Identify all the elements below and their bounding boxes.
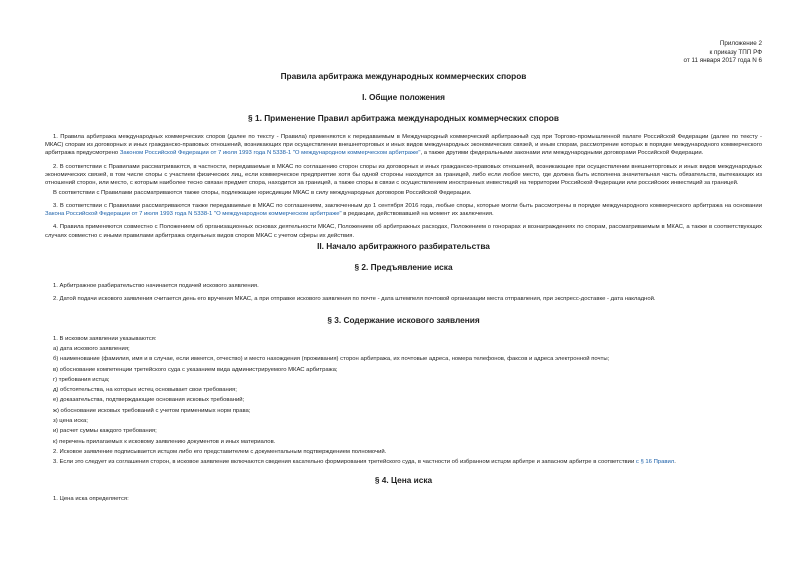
s3-item: з) цена иска;	[53, 418, 88, 425]
s3-p3-tail: .	[674, 459, 676, 466]
s1-p3-tail: в редакции, действовавшей на момент их заключения.	[341, 211, 494, 218]
s3-paragraph-3	[45, 458, 762, 466]
s2-paragraph-1: 1. Арбитражное разбирательство начинается подачей искового заявления.	[53, 283, 259, 290]
document-title: Правила арбитража международных коммерческих споров	[280, 70, 527, 81]
s2-paragraph-2: 2. Датой подачи искового заявления считается день его вручения МКАС, а при отправке искового заявления по почте - дата штемпеля почтовой организации места отправления, при экспресс-доставке - дата накладной.	[53, 296, 656, 303]
law-link-2[interactable]: Закона Российской Федерации от 7 июля 1993 года N 5338-1 "О международном коммерческом арбитраже"	[45, 211, 342, 218]
appendix-line-1: Приложение 2	[719, 40, 762, 47]
s3-item: д) обстоятельства, на которых истец основывает свои требования;	[53, 387, 237, 394]
section-4-heading: § 4. Цена иска	[374, 474, 433, 485]
s3-paragraph-2: 2. Исковое заявление подписывается истцом либо его представителем с документальным подтверждением полномочий.	[53, 448, 387, 455]
s3-intro: 1. В исковом заявлении указываются:	[53, 335, 157, 342]
s3-item: е) доказательства, подтверждающие основания исковых требований;	[53, 397, 245, 404]
s1-p3-text: 3. В соответствии с Правилами рассматриваются также передаваемые в МКАС по соглашениям, заключенным до 1 сентября 2016 года, любые споры, которые могли быть рассмотрены в порядке международного коммерческого арбитража на основании	[53, 202, 762, 209]
section-2-heading: § 2. Предъявление иска	[354, 262, 453, 273]
section-1-heading: § 1. Применение Правил арбитража международных коммерческих споров	[248, 112, 559, 123]
part-1-heading: I. Общие положения	[362, 91, 445, 102]
appendix-line-2: к приказу ТПП РФ	[709, 48, 762, 56]
s4-paragraph-1: 1. Цена иска определяется:	[53, 495, 129, 502]
s1-paragraph-4: 4. Правила применяются совместно с Положением об организационных основах деятельности МКАС, Положением об арбитражных расходах, Положением о гонорарах и вознаграждениях по спорам, рассматриваемым в МКАС, а также в соответствующих случаях совместно с иными правилами арбитража отдельных видов споров МКАС с учетом сферы их действия.	[45, 224, 762, 239]
s1-p1-text: 1. Правила арбитража международных коммерческих споров (далее по тексту - Правила) применяются к передаваемым в Международный коммерческий арбитражный суд при Торгово-промышленной палате Российской Федерации (далее по тексту - МКАС) спорам из договорных и иных гражданско-правовых отношений, возникающих при осуществлении внешнеторговых и иных видов международных экономических связей, и иным спорам, рассмотрение которых в порядке международного коммерческого арбитража предусмотрено	[45, 133, 762, 157]
appendix-header	[45, 40, 762, 66]
s3-item: и) расчет суммы каждого требования;	[53, 428, 157, 435]
s3-item: ж) обоснование исковых требований с учетом применимых норм права;	[53, 407, 251, 414]
s3-item: г) требования истца;	[53, 376, 110, 383]
s1-paragraph-3	[45, 202, 762, 219]
s1-paragraph-2b: В соответствии с Правилами рассматриваются также споры, подлежащие юрисдикции МКАС в силу международных договоров Российской Федерации.	[53, 189, 472, 196]
s3-item: в) обоснование компетенции третейского суда с указанием вида администрируемого МКАС арбитража;	[53, 366, 338, 373]
s1-paragraph-1	[45, 133, 762, 158]
s1-p1-tail: , а также другими федеральными законами или международными договорами Российской Федерации.	[420, 150, 704, 157]
part-2-heading: II. Начало арбитражного разбирательства	[317, 241, 490, 252]
s3-item: а) дата искового заявления;	[53, 345, 130, 352]
s3-p3-text: 3. Если это следует из соглашения сторон, в исковое заявление включаются сведения касательно формирования третейского суда, в частности об избранном истцом арбитре и запасном арбитре в соответствии	[53, 459, 636, 466]
law-link-1[interactable]: Законом Российской Федерации от 7 июля 1993 года N 5338-1 "О международном коммерческом арбитраже"	[119, 150, 421, 157]
appendix-line-3: от 11 января 2017 года N 6	[683, 57, 762, 65]
section-3-heading: § 3. Содержание искового заявления	[327, 314, 480, 325]
s3-item: б) наименование (фамилия, имя и в случае, если имеется, отчество) и место нахождения (проживания) сторон арбитража, их почтовые адреса, номера телефонов, факсов и адреса электронной почты;	[53, 356, 610, 363]
s3-item: к) перечень прилагаемых к исковому заявлению документов и иных материалов.	[53, 438, 276, 445]
s1-paragraph-2: 2. В соответствии с Правилами рассматриваются, в частности, передаваемые в МКАС по соглашению сторон споры из договорных и иных гражданско-правовых отношений, возникающие при осуществлении внешнеторговых и иных видов международных экономических связей, в том числе споры с участием физических лиц, если коммерческое предприятие хотя бы одной стороны находится за границей, либо если любое место, где должна быть исполнена значительная часть обязательств, вытекающих из отношений сторон, или место, с которым наиболее тесно связан предмет спора, находится за границей, а также споры в связи с осуществлением иностранных инвестиций на территории Российской Федерации или российских инвестиций за границей.	[45, 163, 762, 187]
section-16-link[interactable]: с § 16 Правил	[635, 459, 675, 466]
